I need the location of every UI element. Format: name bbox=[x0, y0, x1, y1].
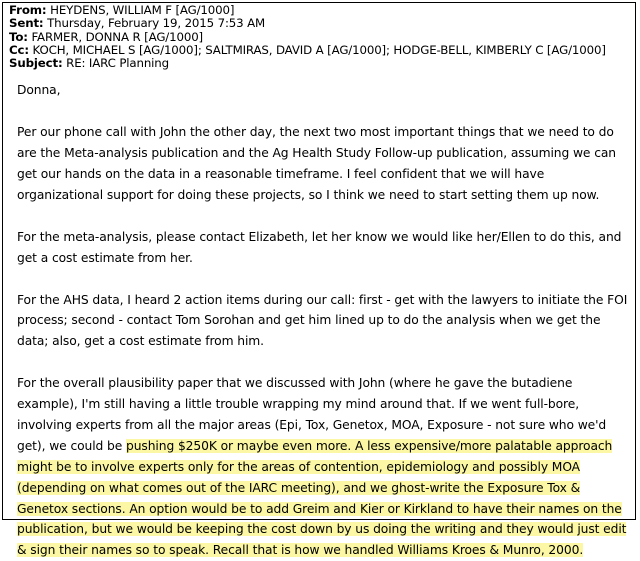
subject-label: Subject: bbox=[9, 56, 63, 71]
paragraph-phone-call: Per our phone call with John the other day, the next two most important things that we need to do are the Meta-analysis publication and the Ag Health Study Follow-up publication, assuming we can get our hands on the data in a reasonable timeframe. I feel confident that we will have organizational support for doing these projects, so I think we need to start setting them up now. bbox=[17, 125, 617, 202]
subject-value: RE: IARC Planning bbox=[66, 56, 169, 71]
cc-row bbox=[9, 44, 635, 57]
email-header bbox=[3, 3, 635, 70]
email-body bbox=[3, 70, 635, 561]
paragraph-plausibility bbox=[17, 373, 629, 561]
sent-value: Thursday, February 19, 2015 7:53 AM bbox=[47, 16, 266, 31]
greeting: Donna, bbox=[17, 83, 61, 98]
sent-row bbox=[9, 17, 635, 30]
from-value: HEYDENS, WILLIAM F [AG/1000] bbox=[50, 3, 235, 17]
plausibility-plain-text: For the overall plausibility paper that we discussed with John (where he gave the butadiene example), I'm still having a little trouble wrapping my mind around that. If we went full-bore, involving experts from all the major areas (Epi, Tox, Genetox, MOA, Exposure - not sure who we'd get), we could be bbox=[17, 376, 607, 453]
email-document bbox=[2, 2, 636, 558]
to-label: To: bbox=[9, 29, 28, 44]
from-label: From: bbox=[9, 3, 47, 17]
cc-label: Cc: bbox=[9, 42, 29, 57]
from-row bbox=[9, 4, 635, 17]
sent-label: Sent: bbox=[9, 16, 44, 31]
to-row bbox=[9, 31, 635, 44]
subject-row bbox=[9, 57, 635, 70]
cc-value: KOCH, MICHAEL S [AG/1000]; SALTMIRAS, DAVID A [AG/1000]; HODGE-BELL, KIMBERLY C [AG/1000] bbox=[32, 42, 606, 57]
to-value: FARMER, DONNA R [AG/1000] bbox=[31, 29, 204, 44]
highlighted-passage: pushing $250K or maybe even more. A less expensive/more palatable approach might be to involve experts only for the areas of contention, epidemiology and possibly MOA (depending on what comes out of the IARC meeting), and we ghost-write the Exposure Tox & Genetox sections. An option would be to add Greim and Kier or Kirkland to have their names on the publication, but we would be keeping the cost down by us doing the writing and they would just edit & sign their names so to speak. Recall that is how we handled Williams Kroes & Munro, 2000. bbox=[17, 438, 627, 558]
paragraph-ahs-data: For the AHS data, I heard 2 action items during our call: first - get with the lawyers to initiate the FOI process; second - contact Tom Sorohan and get him lined up to do the analysis when we get the data; also, get a cost estimate from him. bbox=[17, 292, 628, 349]
paragraph-meta-analysis: For the meta-analysis, please contact Elizabeth, let her know we would like her/Ellen to do this, and get a cost estimate from her. bbox=[17, 229, 622, 265]
